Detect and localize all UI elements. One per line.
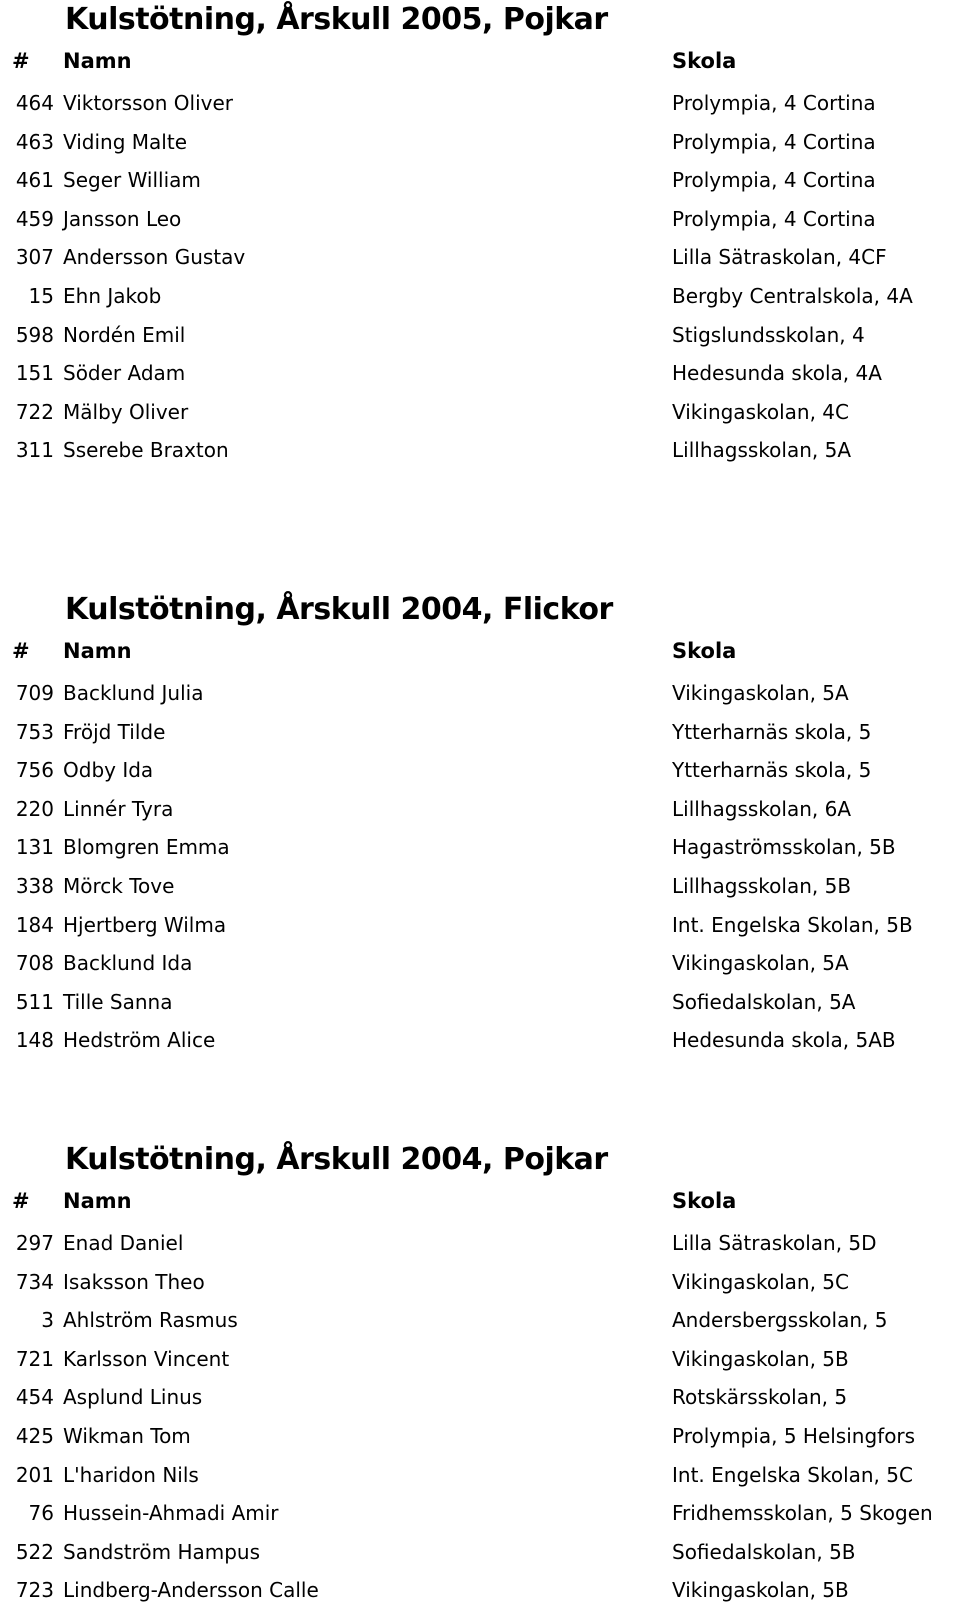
table-row bbox=[0, 1494, 960, 1533]
row-name: Isaksson Theo bbox=[63, 1269, 205, 1294]
table-row bbox=[0, 1224, 960, 1263]
row-school: Prolympia, 4 Cortina bbox=[672, 129, 876, 154]
row-number: 425 bbox=[15, 1423, 54, 1448]
table-row bbox=[0, 1340, 960, 1379]
row-school: Int. Engelska Skolan, 5B bbox=[672, 912, 913, 937]
row-number: 461 bbox=[15, 168, 54, 193]
row-name: Viding Malte bbox=[63, 129, 187, 154]
row-school: Lillhagsskolan, 5A bbox=[672, 438, 851, 463]
row-name: Söder Adam bbox=[63, 361, 186, 386]
row-school: Vikingaskolan, 5A bbox=[672, 681, 849, 705]
table-row bbox=[0, 1417, 960, 1456]
row-name: Enad Daniel bbox=[63, 1231, 184, 1255]
row-school: Vikingaskolan, 5B bbox=[672, 1578, 849, 1603]
row-number: 709 bbox=[15, 681, 54, 705]
row-number: 708 bbox=[15, 951, 54, 976]
section-title: Kulstötning, Årskull 2004, Flickor bbox=[65, 592, 613, 627]
row-name: Hjertberg Wilma bbox=[63, 912, 227, 937]
table-row bbox=[0, 674, 960, 713]
header-number: # bbox=[12, 1189, 30, 1213]
row-school: Lillhagsskolan, 6A bbox=[672, 796, 851, 821]
table-row bbox=[0, 1301, 960, 1340]
row-school: Ytterharnäs skola, 5 bbox=[672, 719, 872, 744]
row-number: 201 bbox=[15, 1462, 54, 1487]
row-number: 598 bbox=[15, 322, 54, 347]
row-school: Andersbergsskolan, 5 bbox=[672, 1308, 888, 1333]
row-school: Ytterharnäs skola, 5 bbox=[672, 758, 872, 783]
row-number: 307 bbox=[15, 245, 54, 270]
row-number: 459 bbox=[15, 206, 54, 231]
row-number: 184 bbox=[15, 912, 54, 937]
row-school: Hedesunda skola, 4A bbox=[672, 361, 882, 386]
row-name: Hedström Alice bbox=[63, 1028, 216, 1053]
row-school: Sofiedalskolan, 5B bbox=[672, 1539, 856, 1564]
row-number: 15 bbox=[28, 283, 54, 308]
row-name: Mälby Oliver bbox=[63, 399, 189, 424]
row-number: 464 bbox=[15, 91, 54, 115]
table-row bbox=[0, 161, 960, 200]
header-name: Namn bbox=[63, 1189, 132, 1213]
table-body bbox=[0, 84, 960, 470]
table-row bbox=[0, 828, 960, 867]
table-body bbox=[0, 674, 960, 1060]
header-name: Namn bbox=[63, 639, 132, 663]
row-school: Prolympia, 4 Cortina bbox=[672, 91, 876, 115]
row-number: 3 bbox=[41, 1308, 54, 1333]
row-school: Rotskärsskolan, 5 bbox=[672, 1385, 848, 1410]
row-name: Backlund Julia bbox=[63, 681, 204, 705]
row-school: Vikingaskolan, 4C bbox=[672, 399, 849, 424]
row-name: Odby Ida bbox=[63, 758, 154, 783]
header-name: Namn bbox=[63, 49, 132, 73]
table-row bbox=[0, 790, 960, 829]
table-header bbox=[0, 42, 960, 80]
row-number: 734 bbox=[15, 1269, 54, 1294]
table-row bbox=[0, 123, 960, 162]
table-row bbox=[0, 1263, 960, 1302]
row-name: Nordén Emil bbox=[63, 322, 186, 347]
row-school: Bergby Centralskola, 4A bbox=[672, 283, 913, 308]
row-name: Jansson Leo bbox=[63, 206, 182, 231]
row-name: Ehn Jakob bbox=[63, 283, 162, 308]
row-name: Linnér Tyra bbox=[63, 796, 174, 821]
row-number: 522 bbox=[15, 1539, 54, 1564]
table-row bbox=[0, 200, 960, 239]
row-name: Hussein-Ahmadi Amir bbox=[63, 1501, 279, 1526]
table-header bbox=[0, 632, 960, 670]
header-school: Skola bbox=[672, 639, 737, 663]
row-number: 311 bbox=[15, 438, 54, 463]
row-school: Stigslundsskolan, 4 bbox=[672, 322, 865, 347]
row-school: Prolympia, 4 Cortina bbox=[672, 206, 876, 231]
row-school: Lillhagsskolan, 5B bbox=[672, 873, 852, 898]
row-number: 511 bbox=[15, 989, 54, 1014]
row-school: Sofiedalskolan, 5A bbox=[672, 989, 856, 1014]
table-row bbox=[0, 431, 960, 470]
table-row bbox=[0, 1571, 960, 1610]
table-row bbox=[0, 316, 960, 355]
row-school: Prolympia, 4 Cortina bbox=[672, 168, 876, 193]
row-number: 722 bbox=[15, 399, 54, 424]
row-school: Hedesunda skola, 5AB bbox=[672, 1028, 896, 1053]
row-name: Andersson Gustav bbox=[63, 245, 246, 270]
table-row bbox=[0, 277, 960, 316]
row-number: 148 bbox=[15, 1028, 54, 1053]
header-number: # bbox=[12, 49, 30, 73]
table-row bbox=[0, 1021, 960, 1060]
row-school: Lilla Sätraskolan, 5D bbox=[672, 1231, 877, 1255]
table-row bbox=[0, 751, 960, 790]
table-row bbox=[0, 354, 960, 393]
row-name: Viktorsson Oliver bbox=[63, 91, 234, 115]
row-school: Lilla Sätraskolan, 4CF bbox=[672, 245, 887, 270]
table-row bbox=[0, 906, 960, 945]
row-name: Asplund Linus bbox=[63, 1385, 203, 1410]
row-name: Tille Sanna bbox=[63, 989, 173, 1014]
header-school: Skola bbox=[672, 1189, 737, 1213]
row-number: 220 bbox=[15, 796, 54, 821]
header-number: # bbox=[12, 639, 30, 663]
table-row bbox=[0, 238, 960, 277]
row-school: Vikingaskolan, 5B bbox=[672, 1346, 849, 1371]
section-title: Kulstötning, Årskull 2004, Pojkar bbox=[65, 1142, 608, 1177]
table-row bbox=[0, 84, 960, 123]
table-row bbox=[0, 1456, 960, 1495]
row-school: Fridhemsskolan, 5 Skogen bbox=[672, 1501, 933, 1526]
row-name: Sandström Hampus bbox=[63, 1539, 261, 1564]
header-school: Skola bbox=[672, 49, 737, 73]
row-number: 151 bbox=[15, 361, 54, 386]
row-name: Sserebe Braxton bbox=[63, 438, 229, 463]
section-title: Kulstötning, Årskull 2005, Pojkar bbox=[65, 2, 608, 37]
row-name: Seger William bbox=[63, 168, 201, 193]
row-school: Int. Engelska Skolan, 5C bbox=[672, 1462, 913, 1487]
row-number: 463 bbox=[15, 129, 54, 154]
row-number: 338 bbox=[15, 873, 54, 898]
row-name: Wikman Tom bbox=[63, 1423, 191, 1448]
table-row bbox=[0, 1533, 960, 1572]
row-name: L'haridon Nils bbox=[63, 1462, 199, 1487]
table-header bbox=[0, 1182, 960, 1220]
row-name: Ahlström Rasmus bbox=[63, 1308, 238, 1333]
row-school: Vikingaskolan, 5A bbox=[672, 951, 849, 976]
row-name: Fröjd Tilde bbox=[63, 719, 166, 744]
row-name: Karlsson Vincent bbox=[63, 1346, 230, 1371]
row-number: 454 bbox=[15, 1385, 54, 1410]
table-row bbox=[0, 1378, 960, 1417]
table-body bbox=[0, 1224, 960, 1610]
table-row bbox=[0, 713, 960, 752]
row-number: 76 bbox=[28, 1501, 54, 1526]
table-row bbox=[0, 393, 960, 432]
table-row bbox=[0, 867, 960, 906]
row-name: Lindberg-Andersson Calle bbox=[63, 1578, 319, 1603]
row-school: Prolympia, 5 Helsingfors bbox=[672, 1423, 916, 1448]
row-name: Mörck Tove bbox=[63, 873, 175, 898]
row-number: 131 bbox=[15, 835, 54, 860]
row-name: Backlund Ida bbox=[63, 951, 193, 976]
row-name: Blomgren Emma bbox=[63, 835, 230, 860]
row-number: 756 bbox=[15, 758, 54, 783]
row-number: 721 bbox=[15, 1346, 54, 1371]
row-number: 297 bbox=[15, 1231, 54, 1255]
row-number: 753 bbox=[15, 719, 54, 744]
row-school: Hagaströmsskolan, 5B bbox=[672, 835, 896, 860]
table-row bbox=[0, 983, 960, 1022]
row-school: Vikingaskolan, 5C bbox=[672, 1269, 849, 1294]
table-row bbox=[0, 944, 960, 983]
row-number: 723 bbox=[15, 1578, 54, 1603]
